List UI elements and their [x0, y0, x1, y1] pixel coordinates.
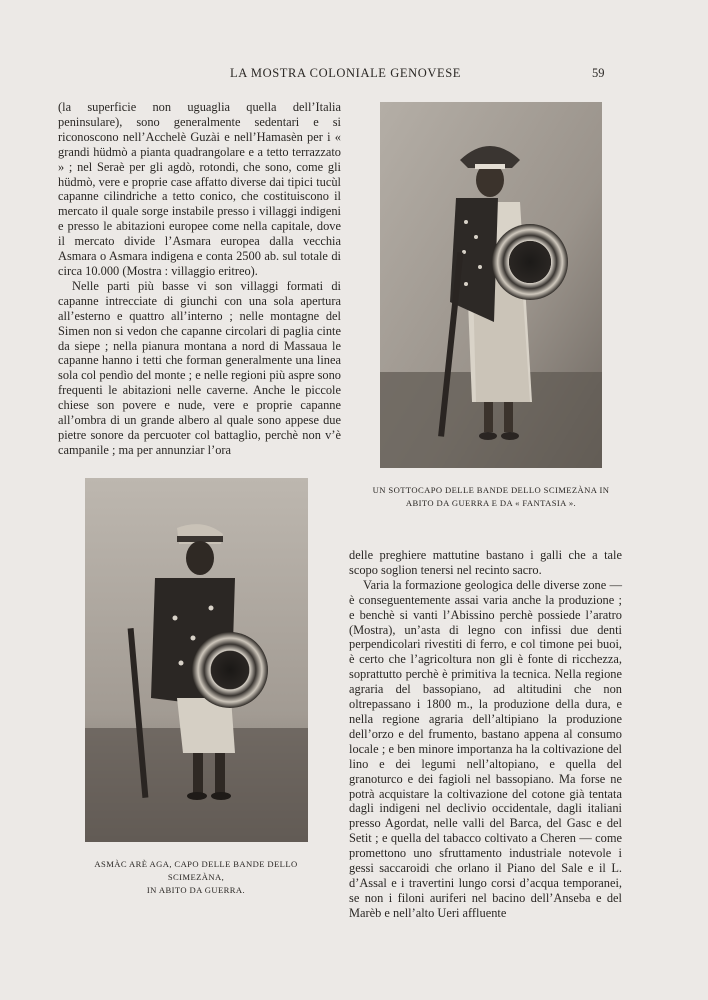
text-block-top: [58, 100, 341, 458]
caption-photo-subchief: [362, 484, 620, 510]
photo-chief-are-aga: [85, 478, 308, 842]
photo-subchief-warrior: [380, 102, 602, 468]
paragraph: delle preghiere mattutine bastano i galli che a tale scopo soglion tenersi nel recinto sacro.: [349, 548, 622, 577]
page-number: 59: [592, 66, 605, 80]
paragraph: (la superficie non uguaglia quella dell’Italia peninsulare), sono generalmente sedentari e si riconoscono nell’Acchelè Guzài e nell’Hamasèn per i « grandi hüdmò a pianta quadrangolare e a tetto terrazzato » ; nel Seraè per gli agdò, rotondi, che sono, come gli hüdmò, vere e proprie case affatto diverse dai tipici tucùl capanne cilindriche a tetto conico, che costituiscono il mercato il quale sorge instabile presso i villaggi indigeni e presso le abitazioni europee come nella capitale, dove il mercato divide l’Asmara europea dalla vecchia Asmara o Asmara indigena e conta 2500 ab. sul totale di circa 10.000 (Mostra : villaggio eritreo).: [58, 100, 341, 278]
paragraph: Varia la formazione geologica delle diverse zone — è conseguentemente assai varia anche la produzione ; e benchè si vanti l’Abissino perchè possiede l’aratro (Mostra), un’asta di legno con infissi due denti perpendicolari rivestiti di ferro, e col timone pei buoi, è certo che l’agricoltura non gli è fonte di ricchezza, soprattutto perchè è primitiva la tecnica. Nella regione agraria del bassopiano, ad altitudini che non oltrepassano i 1800 m., la produzione della dura, e nella regione agraria dell’altipiano la produzione dell’orzo e del frumento, bastano appena al consumo locale ; e ben minore importanza ha la coltivazione del lino e dei legumi nell’altopiano, e quella del granoturco e dei fagioli nel bassopiano. Ma forse ne potrà acquistare la coltivazione del cotone già tentata dagli indigeni nel declivio occidentale, dagli italiani presso Agordat, nelle valli del Barca, del Gasc e del Setit ; e quella del tabacco coltivato a Cheren — come promettono uno sfruttamento industriale notevole i gessi saccaroidi che orlano il Piano del Sale e il L. d’Assal e i travertini lungo corsi d’acqua temporanei, se non i filoni auriferi nel bacino dell’Anseba e del Marèb e nell’alto Ueri affluente: [349, 577, 622, 920]
caption-line: UN SOTTOCAPO DELLE BANDE DELLO SCIMEZÀNA IN: [372, 485, 610, 495]
paragraph: Nelle parti più basse vi son villaggi formati di capanne intrecciate di giunchi con una sola apertura all’esterno e quattro all’interno ; nelle montagne del Simen non si vedon che capanne circolari di paglia cinte da siepe ; nella pianura montana a nord di Massaua le capanne hanno i tetti che forman generalmente una linea sola col pendìo del monte ; e nelle regioni più aspre sono frequenti le abitazioni nelle caverne. Anche le piccole chiese son povere e nude, vere e proprie capanne all’ombra di un grande albero al quale sono appese due pietre sonore da percuoter col battaglio, perchè non v’è campanile ; ma per annunziar l’ora: [58, 278, 341, 457]
caption-line: IN ABITO DA GUERRA.: [146, 885, 246, 895]
warrior-photo-illustration: [380, 102, 602, 468]
caption-photo-chief: [70, 858, 322, 897]
text-block-bottom: [349, 548, 622, 921]
caption-line: ASMÀC ARÈ AGA, CAPO DELLE BANDE DELLO SCIMEZÀNA,: [94, 859, 298, 882]
caption-line: ABITO DA GUERRA E DA « FANTASIA ».: [405, 498, 577, 508]
chief-photo-illustration: [85, 478, 308, 842]
running-head-title: LA MOSTRA COLONIALE GENOVESE: [230, 66, 462, 80]
